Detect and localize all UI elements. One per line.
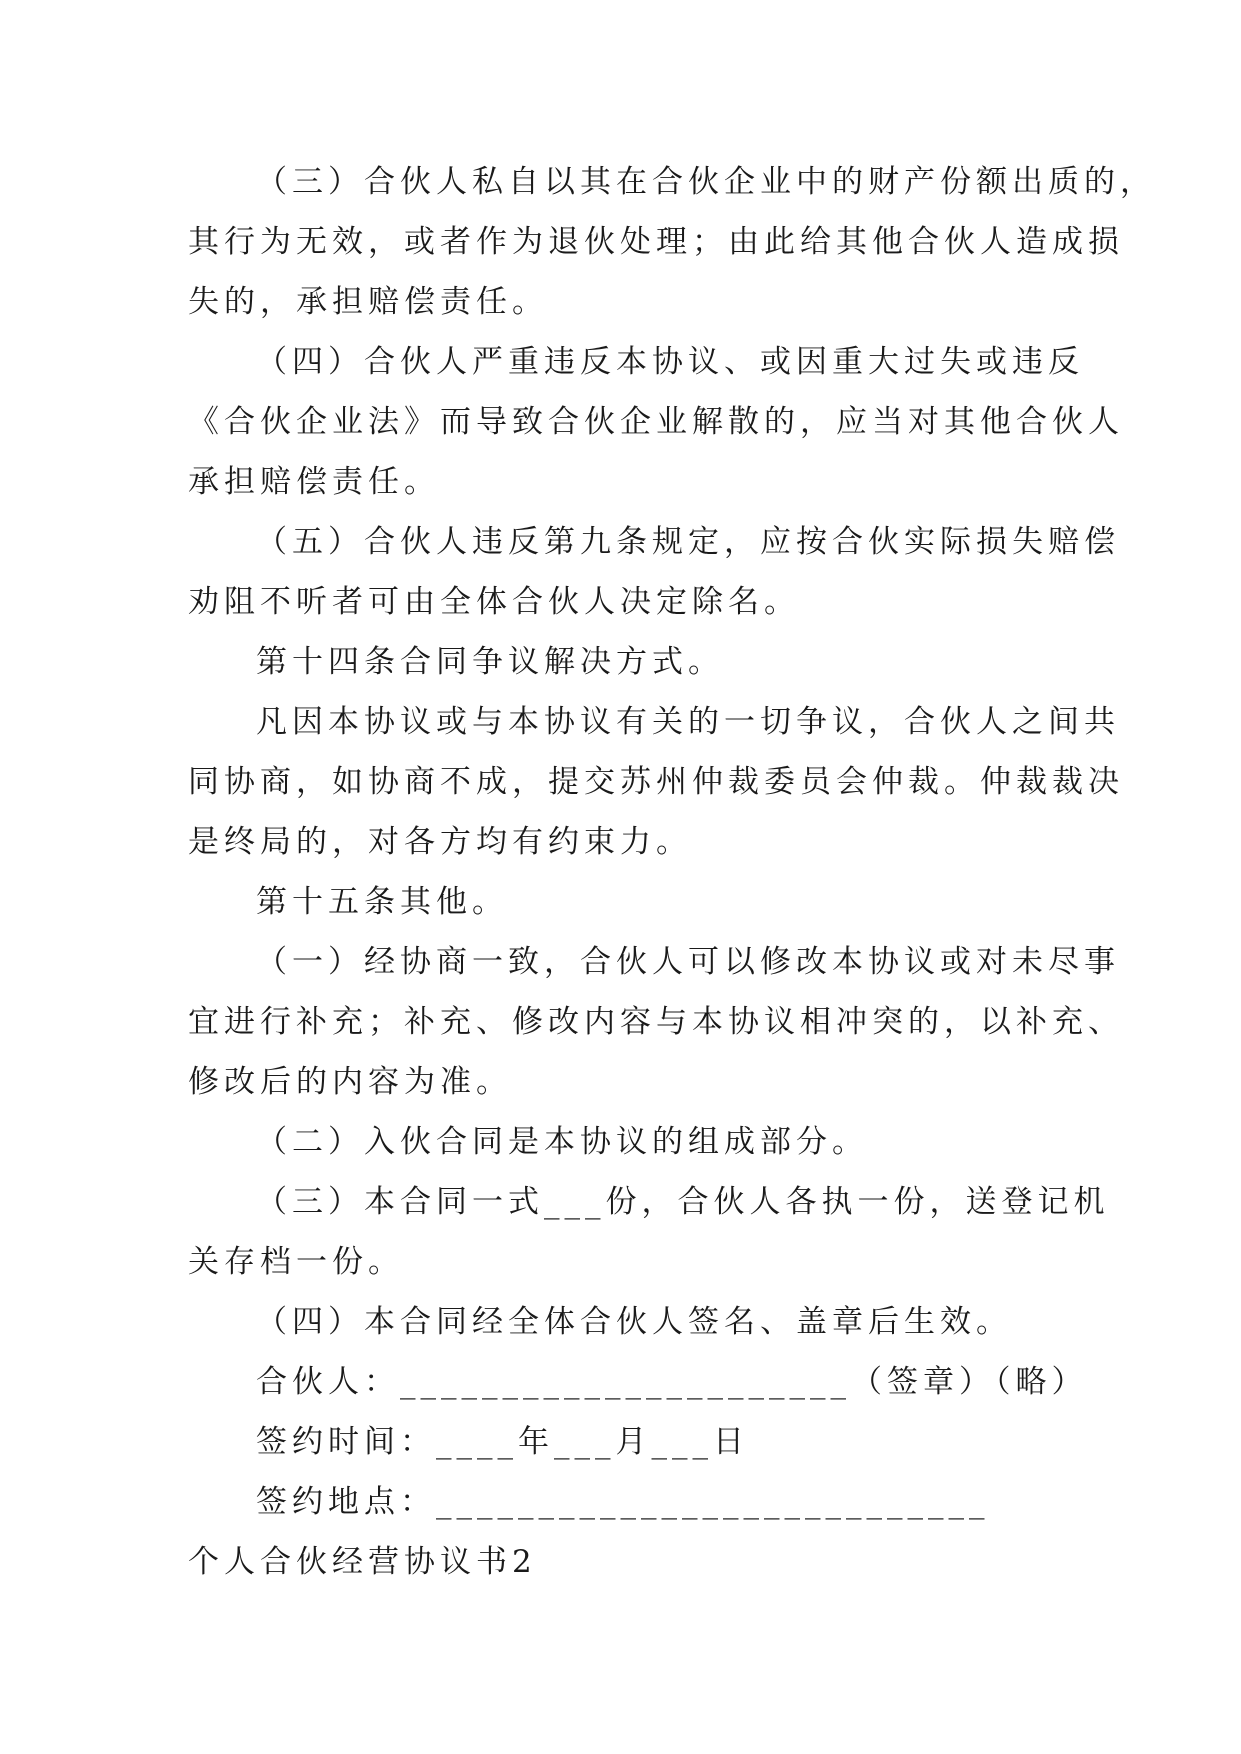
- section-heading: 第十四条合同争议解决方式。: [256, 644, 724, 680]
- paragraph-line: 是终局的，对各方均有约束力。: [188, 824, 692, 860]
- paragraph-line: 宜进行补充；补充、修改内容与本协议相冲突的，以补充、: [188, 1004, 1124, 1040]
- paragraph-line: 失的，承担赔偿责任。: [188, 284, 548, 320]
- paragraph-line: 关存档一份。: [188, 1244, 404, 1280]
- paragraph-line: （五）合伙人违反第九条规定，应按合伙实际损失赔偿: [256, 524, 1120, 560]
- paragraph-line: 《合伙企业法》而导致合伙企业解散的，应当对其他合伙人: [188, 404, 1124, 440]
- signing-date-line: 签约时间：____年___月___日: [256, 1424, 749, 1460]
- paragraph-line: 其行为无效，或者作为退伙处理；由此给其他合伙人造成损: [188, 224, 1124, 260]
- paragraph-line: （二）入伙合同是本协议的组成部分。: [256, 1124, 868, 1160]
- paragraph-line: 修改后的内容为准。: [188, 1064, 512, 1100]
- paragraph-line: 承担赔偿责任。: [188, 464, 440, 500]
- paragraph-line: 凡因本协议或与本协议有关的一切争议，合伙人之间共: [256, 704, 1120, 740]
- section-heading: 第十五条其他。: [256, 884, 508, 920]
- partner-signature-line: 合伙人：______________________（签章）（略）: [256, 1364, 1088, 1400]
- paragraph-line: （四）合伙人严重违反本协议、或因重大过失或违反: [256, 344, 1084, 380]
- paragraph-line: （一）经协商一致，合伙人可以修改本协议或对未尽事: [256, 944, 1120, 980]
- paragraph-line: （三）合伙人私自以其在合伙企业中的财产份额出质的，: [256, 164, 1156, 200]
- paragraph-line: 同协商，如协商不成，提交苏州仲裁委员会仲裁。仲裁裁决: [188, 764, 1124, 800]
- signing-place-line: 签约地点：___________________________: [256, 1484, 990, 1520]
- paragraph-line: （四）本合同经全体合伙人签名、盖章后生效。: [256, 1304, 1012, 1340]
- paragraph-line: 劝阻不听者可由全体合伙人决定除名。: [188, 584, 800, 620]
- paragraph-line: （三）本合同一式___份，合伙人各执一份，送登记机: [256, 1184, 1110, 1220]
- document-title: 个人合伙经营协议书2: [188, 1544, 537, 1580]
